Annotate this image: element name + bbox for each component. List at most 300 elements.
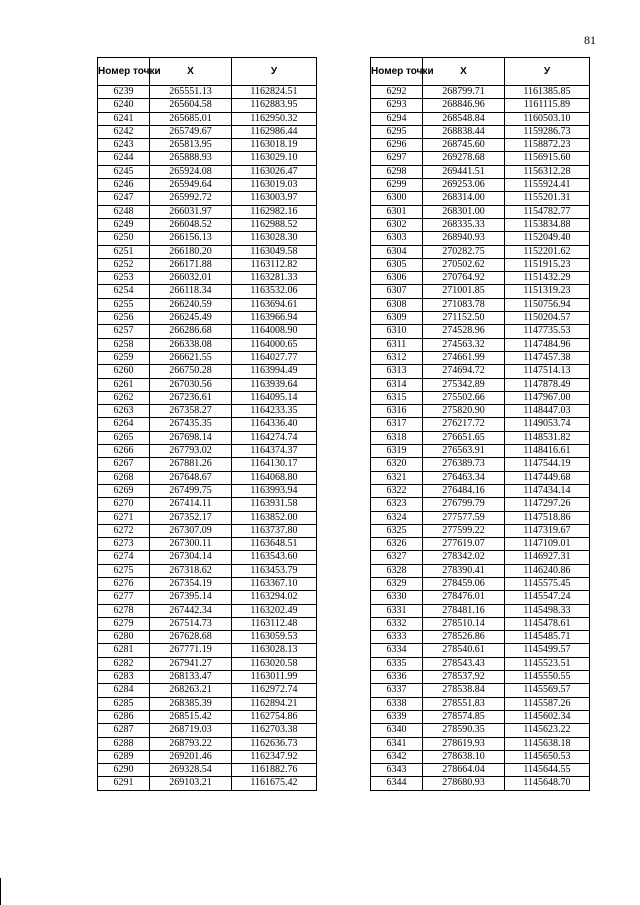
y-cell: 1162636.73	[232, 737, 317, 750]
point-number-cell: 6341	[371, 737, 423, 750]
table-row	[98, 418, 317, 431]
table-row	[371, 524, 590, 537]
y-cell: 1164374.37	[232, 445, 317, 458]
point-number-cell: 6294	[371, 112, 423, 125]
y-cell: 1163028.30	[232, 232, 317, 245]
y-cell: 1162347.92	[232, 750, 317, 763]
x-cell: 275342.89	[423, 378, 505, 391]
table-row	[371, 551, 590, 564]
table-row	[371, 405, 590, 418]
table-row	[98, 272, 317, 285]
header-x: X	[150, 58, 232, 86]
y-cell: 1163049.58	[232, 245, 317, 258]
point-number-cell: 6339	[371, 710, 423, 723]
y-cell: 1162988.52	[232, 218, 317, 231]
y-cell: 1145485.71	[505, 631, 590, 644]
point-number-cell: 6240	[98, 99, 150, 112]
table-row	[98, 471, 317, 484]
y-cell: 1163011.99	[232, 671, 317, 684]
y-cell: 1145575.45	[505, 577, 590, 590]
table-row	[371, 391, 590, 404]
y-cell: 1145499.57	[505, 644, 590, 657]
x-cell: 278540.61	[423, 644, 505, 657]
x-cell: 268793.22	[150, 737, 232, 750]
table-row	[98, 218, 317, 231]
x-cell: 267352.17	[150, 511, 232, 524]
y-cell: 1147544.19	[505, 458, 590, 471]
y-cell: 1163532.06	[232, 285, 317, 298]
point-number-cell: 6296	[371, 139, 423, 152]
x-cell: 278481.16	[423, 604, 505, 617]
point-number-cell: 6328	[371, 564, 423, 577]
x-cell: 266171.88	[150, 258, 232, 271]
y-cell: 1147109.01	[505, 538, 590, 551]
y-cell: 1145644.55	[505, 764, 590, 777]
table-row	[98, 125, 317, 138]
table-row	[98, 564, 317, 577]
point-number-cell: 6323	[371, 498, 423, 511]
point-number-cell: 6287	[98, 724, 150, 737]
point-number-cell: 6300	[371, 192, 423, 205]
x-cell: 265551.13	[150, 86, 232, 99]
x-cell: 269201.46	[150, 750, 232, 763]
table-row	[98, 644, 317, 657]
y-cell: 1163994.49	[232, 365, 317, 378]
x-cell: 267030.56	[150, 378, 232, 391]
x-cell: 267648.67	[150, 471, 232, 484]
x-cell: 266286.68	[150, 325, 232, 338]
table-row	[98, 245, 317, 258]
y-cell: 1145623.22	[505, 724, 590, 737]
y-cell: 1147518.86	[505, 511, 590, 524]
y-cell: 1152049.40	[505, 232, 590, 245]
table-row	[371, 577, 590, 590]
x-cell: 271083.78	[423, 298, 505, 311]
y-cell: 1164008.90	[232, 325, 317, 338]
table-row	[371, 617, 590, 630]
point-number-cell: 6318	[371, 431, 423, 444]
x-cell: 267793.02	[150, 445, 232, 458]
y-cell: 1163003.97	[232, 192, 317, 205]
y-cell: 1162754.86	[232, 710, 317, 723]
x-cell: 266245.49	[150, 312, 232, 325]
x-cell: 277599.22	[423, 524, 505, 537]
table-row	[98, 617, 317, 630]
table-row	[371, 697, 590, 710]
table-row	[98, 86, 317, 99]
point-number-cell: 6326	[371, 538, 423, 551]
table-row	[371, 338, 590, 351]
y-cell: 1146240.86	[505, 564, 590, 577]
table-body-right	[371, 86, 590, 791]
table-row	[98, 511, 317, 524]
y-cell: 1164233.35	[232, 405, 317, 418]
table-row	[98, 710, 317, 723]
x-cell: 278526.86	[423, 631, 505, 644]
x-cell: 266180.20	[150, 245, 232, 258]
table-row	[371, 351, 590, 364]
table-row	[98, 139, 317, 152]
point-number-cell: 6303	[371, 232, 423, 245]
y-cell: 1161115.89	[505, 99, 590, 112]
table-row	[98, 99, 317, 112]
point-number-cell: 6253	[98, 272, 150, 285]
y-cell: 1147878.49	[505, 378, 590, 391]
table-row	[98, 551, 317, 564]
table-row	[98, 391, 317, 404]
x-cell: 277619.07	[423, 538, 505, 551]
point-number-cell: 6293	[371, 99, 423, 112]
x-cell: 278590.35	[423, 724, 505, 737]
y-cell: 1151432.29	[505, 272, 590, 285]
table-row	[98, 724, 317, 737]
header-y: У	[505, 58, 590, 86]
point-number-cell: 6314	[371, 378, 423, 391]
x-cell: 270764.92	[423, 272, 505, 285]
point-number-cell: 6250	[98, 232, 150, 245]
table-row	[98, 112, 317, 125]
y-cell: 1164274.74	[232, 431, 317, 444]
point-number-cell: 6263	[98, 405, 150, 418]
y-cell: 1145638.18	[505, 737, 590, 750]
point-number-cell: 6325	[371, 524, 423, 537]
point-number-cell: 6242	[98, 125, 150, 138]
y-cell: 1164130.17	[232, 458, 317, 471]
y-cell: 1150204.57	[505, 312, 590, 325]
y-cell: 1150756.94	[505, 298, 590, 311]
table-row	[98, 232, 317, 245]
point-number-cell: 6244	[98, 152, 150, 165]
point-number-cell: 6272	[98, 524, 150, 537]
x-cell: 265604.58	[150, 99, 232, 112]
point-number-cell: 6241	[98, 112, 150, 125]
table-row	[371, 365, 590, 378]
x-cell: 268385.39	[150, 697, 232, 710]
y-cell: 1162986.44	[232, 125, 317, 138]
table-row	[98, 405, 317, 418]
point-number-cell: 6329	[371, 577, 423, 590]
point-number-cell: 6302	[371, 218, 423, 231]
x-cell: 267307.09	[150, 524, 232, 537]
x-cell: 267414.11	[150, 498, 232, 511]
x-cell: 267358.27	[150, 405, 232, 418]
x-cell: 269103.21	[150, 777, 232, 790]
point-number-cell: 6247	[98, 192, 150, 205]
y-cell: 1155924.41	[505, 179, 590, 192]
x-cell: 276484.16	[423, 484, 505, 497]
table-row	[371, 152, 590, 165]
y-cell: 1163020.58	[232, 657, 317, 670]
x-cell: 267354.19	[150, 577, 232, 590]
table-row	[98, 604, 317, 617]
x-cell: 266156.13	[150, 232, 232, 245]
table-row	[98, 258, 317, 271]
coordinates-table-right	[370, 57, 590, 791]
point-number-cell: 6248	[98, 205, 150, 218]
y-cell: 1147319.67	[505, 524, 590, 537]
table-row	[98, 684, 317, 697]
table-row	[371, 99, 590, 112]
y-cell: 1148447.03	[505, 405, 590, 418]
point-number-cell: 6268	[98, 471, 150, 484]
point-number-cell: 6340	[371, 724, 423, 737]
y-cell: 1162894.21	[232, 697, 317, 710]
table-row	[371, 218, 590, 231]
y-cell: 1163112.82	[232, 258, 317, 271]
point-number-cell: 6285	[98, 697, 150, 710]
point-number-cell: 6243	[98, 139, 150, 152]
table-row	[371, 258, 590, 271]
y-cell: 1147484.96	[505, 338, 590, 351]
table-row	[371, 458, 590, 471]
x-cell: 267300.11	[150, 538, 232, 551]
x-cell: 271001.85	[423, 285, 505, 298]
x-cell: 271152.50	[423, 312, 505, 325]
table-row	[371, 484, 590, 497]
point-number-cell: 6258	[98, 338, 150, 351]
point-number-cell: 6312	[371, 351, 423, 364]
point-number-cell: 6299	[371, 179, 423, 192]
point-number-cell: 6262	[98, 391, 150, 404]
y-cell: 1158872.23	[505, 139, 590, 152]
y-cell: 1146927.31	[505, 551, 590, 564]
table-row	[98, 697, 317, 710]
point-number-cell: 6256	[98, 312, 150, 325]
x-cell: 278510.14	[423, 617, 505, 630]
table-row	[371, 498, 590, 511]
point-number-cell: 6308	[371, 298, 423, 311]
margin-rule	[0, 878, 1, 905]
x-cell: 265888.93	[150, 152, 232, 165]
table-row	[98, 577, 317, 590]
y-cell: 1163059.53	[232, 631, 317, 644]
point-number-cell: 6322	[371, 484, 423, 497]
x-cell: 278574.85	[423, 710, 505, 723]
point-number-cell: 6260	[98, 365, 150, 378]
table-row	[98, 312, 317, 325]
y-cell: 1148416.61	[505, 445, 590, 458]
point-number-cell: 6273	[98, 538, 150, 551]
point-number-cell: 6333	[371, 631, 423, 644]
x-cell: 278459.06	[423, 577, 505, 590]
y-cell: 1163453.79	[232, 564, 317, 577]
table-row	[98, 657, 317, 670]
y-cell: 1147735.53	[505, 325, 590, 338]
x-cell: 276651.65	[423, 431, 505, 444]
y-cell: 1162972.74	[232, 684, 317, 697]
y-cell: 1162824.51	[232, 86, 317, 99]
point-number-cell: 6259	[98, 351, 150, 364]
table-row	[98, 431, 317, 444]
x-cell: 266338.08	[150, 338, 232, 351]
x-cell: 269328.54	[150, 764, 232, 777]
point-number-cell: 6336	[371, 671, 423, 684]
y-cell: 1147457.38	[505, 351, 590, 364]
x-cell: 267698.14	[150, 431, 232, 444]
x-cell: 267442.34	[150, 604, 232, 617]
y-cell: 1147514.13	[505, 365, 590, 378]
point-number-cell: 6261	[98, 378, 150, 391]
x-cell: 278543.43	[423, 657, 505, 670]
point-number-cell: 6324	[371, 511, 423, 524]
point-number-cell: 6246	[98, 179, 150, 192]
x-cell: 269278.68	[423, 152, 505, 165]
point-number-cell: 6257	[98, 325, 150, 338]
table-row	[371, 112, 590, 125]
point-number-cell: 6254	[98, 285, 150, 298]
point-number-cell: 6317	[371, 418, 423, 431]
point-number-cell: 6270	[98, 498, 150, 511]
x-cell: 267514.73	[150, 617, 232, 630]
table-row	[98, 671, 317, 684]
x-cell: 267771.19	[150, 644, 232, 657]
table-row	[371, 245, 590, 258]
y-cell: 1162703.38	[232, 724, 317, 737]
point-number-cell: 6344	[371, 777, 423, 790]
point-number-cell: 6343	[371, 764, 423, 777]
y-cell: 1163026.47	[232, 165, 317, 178]
point-number-cell: 6274	[98, 551, 150, 564]
y-cell: 1163737.80	[232, 524, 317, 537]
x-cell: 276389.73	[423, 458, 505, 471]
y-cell: 1156312.28	[505, 165, 590, 178]
table-header-row	[98, 58, 317, 86]
point-number-cell: 6331	[371, 604, 423, 617]
x-cell: 278537.92	[423, 671, 505, 684]
x-cell: 266048.52	[150, 218, 232, 231]
y-cell: 1163993.94	[232, 484, 317, 497]
table-row	[371, 125, 590, 138]
y-cell: 1163018.19	[232, 139, 317, 152]
y-cell: 1145478.61	[505, 617, 590, 630]
table-row	[371, 538, 590, 551]
point-number-cell: 6342	[371, 750, 423, 763]
x-cell: 267304.14	[150, 551, 232, 564]
x-cell: 278538.84	[423, 684, 505, 697]
y-cell: 1163852.00	[232, 511, 317, 524]
table-row	[98, 591, 317, 604]
point-number-cell: 6313	[371, 365, 423, 378]
table-row	[98, 631, 317, 644]
x-cell: 276217.72	[423, 418, 505, 431]
table-row	[371, 139, 590, 152]
table-row	[371, 564, 590, 577]
table-row	[98, 445, 317, 458]
y-cell: 1156915.60	[505, 152, 590, 165]
point-number-cell: 6307	[371, 285, 423, 298]
x-cell: 268846.96	[423, 99, 505, 112]
table-row	[98, 298, 317, 311]
point-number-cell: 6330	[371, 591, 423, 604]
table-row	[371, 657, 590, 670]
page-number: 81	[584, 33, 596, 47]
y-cell: 1163202.49	[232, 604, 317, 617]
table-row	[371, 604, 590, 617]
x-cell: 274563.32	[423, 338, 505, 351]
y-cell: 1163019.03	[232, 179, 317, 192]
y-cell: 1164027.77	[232, 351, 317, 364]
x-cell: 267395.14	[150, 591, 232, 604]
y-cell: 1164336.40	[232, 418, 317, 431]
x-cell: 265685.01	[150, 112, 232, 125]
table-row	[98, 351, 317, 364]
point-number-cell: 6301	[371, 205, 423, 218]
x-cell: 266621.55	[150, 351, 232, 364]
y-cell: 1145650.53	[505, 750, 590, 763]
point-number-cell: 6264	[98, 418, 150, 431]
table-row	[371, 86, 590, 99]
x-cell: 268133.47	[150, 671, 232, 684]
point-number-cell: 6337	[371, 684, 423, 697]
y-cell: 1164068.80	[232, 471, 317, 484]
y-cell: 1145523.51	[505, 657, 590, 670]
x-cell: 269253.06	[423, 179, 505, 192]
point-number-cell: 6297	[371, 152, 423, 165]
table-row	[371, 298, 590, 311]
point-number-cell: 6291	[98, 777, 150, 790]
y-cell: 1162950.32	[232, 112, 317, 125]
x-cell: 267499.75	[150, 484, 232, 497]
point-number-cell: 6276	[98, 577, 150, 590]
point-number-cell: 6251	[98, 245, 150, 258]
y-cell: 1163694.61	[232, 298, 317, 311]
y-cell: 1162883.95	[232, 99, 317, 112]
y-cell: 1145569.57	[505, 684, 590, 697]
point-number-cell: 6334	[371, 644, 423, 657]
point-number-cell: 6281	[98, 644, 150, 657]
table-row	[371, 724, 590, 737]
point-number-cell: 6266	[98, 445, 150, 458]
table-row	[371, 445, 590, 458]
table-row	[98, 192, 317, 205]
y-cell: 1147967.00	[505, 391, 590, 404]
x-cell: 278619.93	[423, 737, 505, 750]
y-cell: 1160503.10	[505, 112, 590, 125]
x-cell: 276799.79	[423, 498, 505, 511]
x-cell: 267941.27	[150, 657, 232, 670]
y-cell: 1145602.34	[505, 710, 590, 723]
table-row	[371, 192, 590, 205]
x-cell: 270502.62	[423, 258, 505, 271]
x-cell: 268548.84	[423, 112, 505, 125]
point-number-cell: 6289	[98, 750, 150, 763]
point-number-cell: 6283	[98, 671, 150, 684]
table-row	[371, 285, 590, 298]
y-cell: 1161675.42	[232, 777, 317, 790]
table-row	[98, 524, 317, 537]
table-row	[98, 179, 317, 192]
point-number-cell: 6327	[371, 551, 423, 564]
y-cell: 1147297.26	[505, 498, 590, 511]
point-number-cell: 6277	[98, 591, 150, 604]
table-row	[371, 418, 590, 431]
x-cell: 268301.00	[423, 205, 505, 218]
table-row	[98, 205, 317, 218]
table-row	[98, 338, 317, 351]
point-number-cell: 6280	[98, 631, 150, 644]
point-number-cell: 6265	[98, 431, 150, 444]
x-cell: 270282.75	[423, 245, 505, 258]
x-cell: 278551.83	[423, 697, 505, 710]
x-cell: 267318.62	[150, 564, 232, 577]
point-number-cell: 6239	[98, 86, 150, 99]
table-row	[98, 538, 317, 551]
x-cell: 266031.97	[150, 205, 232, 218]
point-number-cell: 6292	[371, 86, 423, 99]
table-row	[371, 591, 590, 604]
point-number-cell: 6286	[98, 710, 150, 723]
x-cell: 268314.00	[423, 192, 505, 205]
